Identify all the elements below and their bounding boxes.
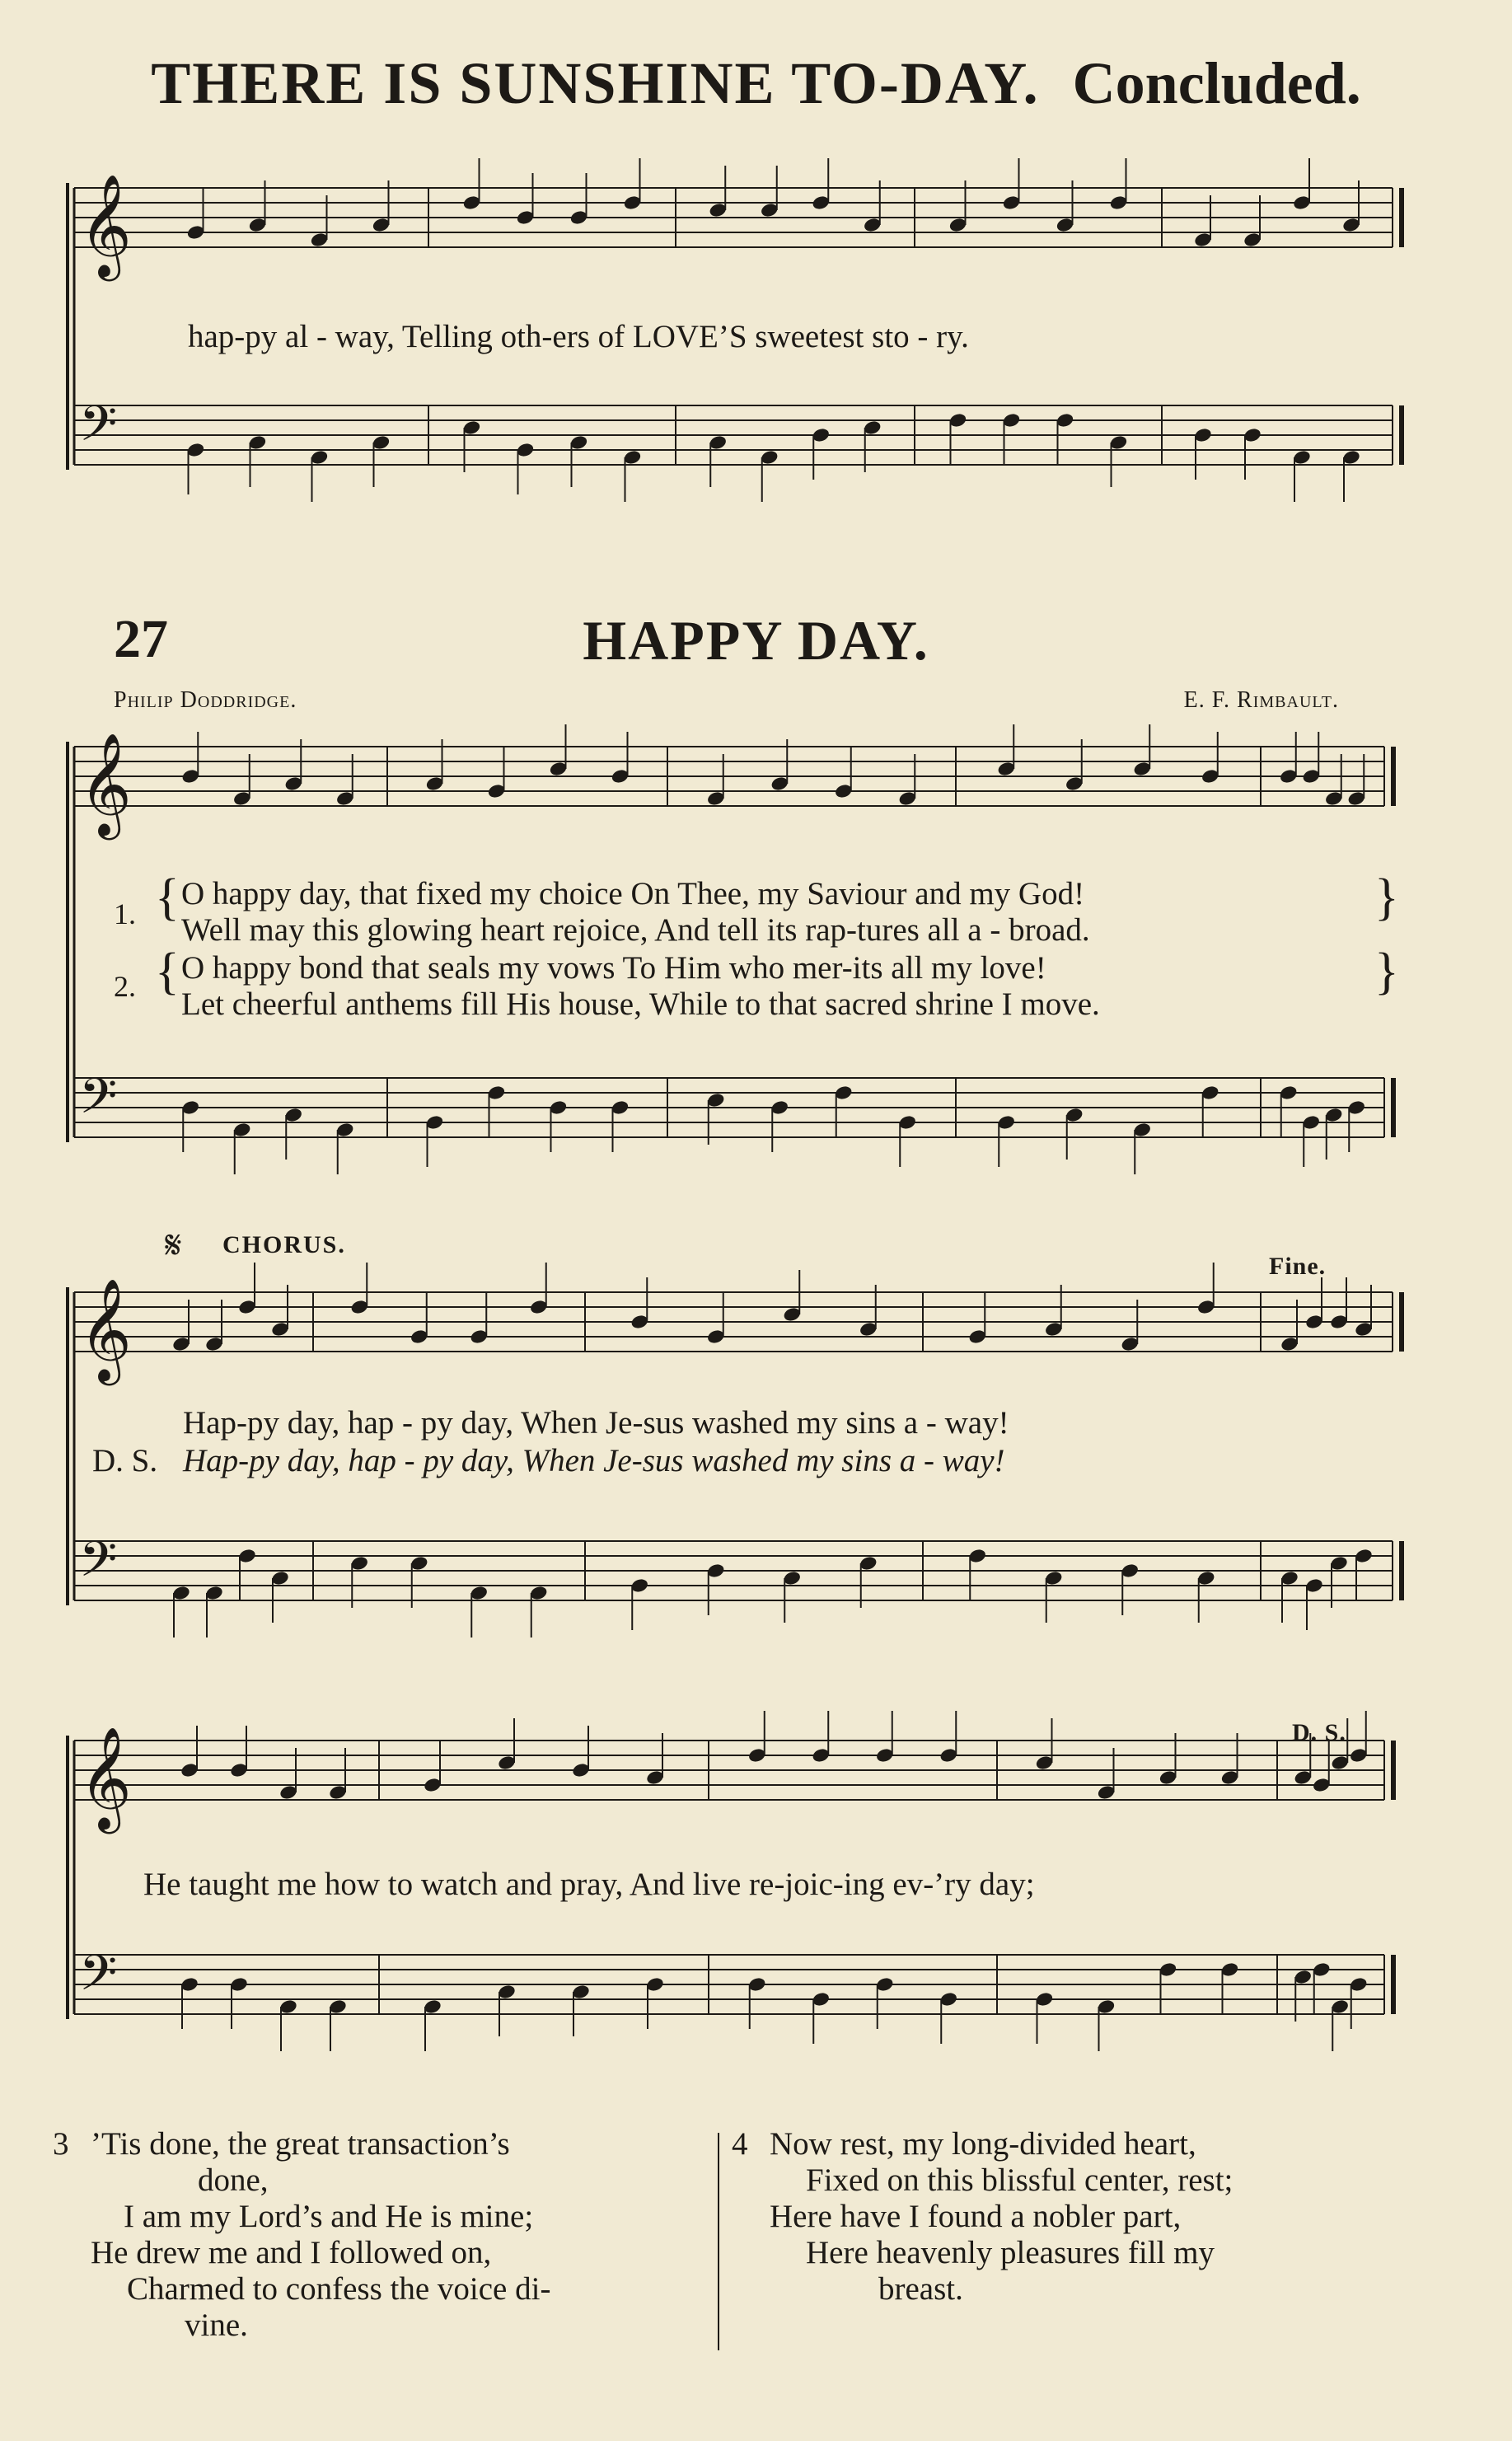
verse-1-line-1: O happy day, that fixed my choice On Thee, my Saviour and my God! — [181, 876, 1085, 911]
treble-clef-icon: 𝄞 — [79, 1727, 132, 1830]
bridge-lyric: He taught me how to watch and pray, And live re-joic-ing ev-’ry day; — [143, 1867, 1035, 1902]
final-bar-thick — [1399, 188, 1404, 247]
stanza-divider — [718, 2133, 719, 2350]
final-bar-thick — [1391, 1955, 1396, 2014]
final-bar-thick — [1399, 1541, 1404, 1600]
verse-number-1: 1. — [114, 897, 136, 930]
bass-clef-icon: 𝄢 — [79, 1530, 118, 1600]
final-bar-thick — [1391, 1741, 1396, 1800]
ds-label: D. S. — [1292, 1719, 1346, 1746]
chorus-lyric-1: Hap-py day, hap - py day, When Je-sus washed my sins a - way! — [183, 1405, 1009, 1441]
stanza-4 — [770, 2126, 1445, 2307]
final-bar-thick — [1399, 1292, 1404, 1352]
stanza-3-line: Charmed to confess the voice di- — [127, 2271, 551, 2307]
stanza-4-line: breast. — [878, 2271, 963, 2307]
author-credit: Philip Doddridge. — [114, 687, 297, 713]
stanza-4-line: Fixed on this blissful center, rest; — [806, 2162, 1233, 2198]
stanza-3 — [91, 2126, 717, 2344]
verse-brace-left-1: { — [155, 869, 180, 925]
verse-number-2: 2. — [114, 970, 136, 1003]
verse-brace-right-1: } — [1374, 869, 1399, 925]
stanza-4-line: Here have I found a nobler part, — [770, 2199, 1182, 2234]
final-bar-thick — [1391, 1078, 1396, 1137]
stanza-3-line: I am my Lord’s and He is mine; — [124, 2199, 534, 2234]
bass-clef-icon: 𝄢 — [79, 1944, 118, 2013]
segno-icon: 𝄋 — [165, 1224, 182, 1267]
final-bar-thick — [1399, 405, 1404, 465]
composer-credit: E. F. Rimbault. — [1183, 687, 1339, 713]
treble-clef-icon: 𝄞 — [79, 174, 132, 277]
title-suffix: Concluded. — [1072, 50, 1361, 116]
stanza-3-line: vine. — [185, 2307, 248, 2343]
top-lyric: hap-py al - way, Telling oth-ers of LOVE’S sweetest sto - ry. — [188, 319, 969, 354]
stanza-3-line: done, — [198, 2162, 269, 2198]
hymn-number: 27 — [114, 609, 168, 669]
stanza-3-line: He drew me and I followed on, — [91, 2235, 492, 2270]
song-title: THERE IS SUNSHINE TO-DAY. — [151, 50, 1040, 116]
final-bar-thick — [1391, 747, 1396, 806]
verse-2-line-1: O happy bond that seals my vows To Him who mer-its all my love! — [181, 950, 1046, 986]
verse-brace-right-2: } — [1374, 944, 1399, 1000]
hymn-title: HAPPY DAY. — [583, 609, 929, 672]
stanza-4-line: Here heavenly pleasures fill my — [806, 2235, 1215, 2270]
stanza-3-number: 3 — [53, 2126, 69, 2162]
fine-label: Fine. — [1269, 1253, 1327, 1280]
verse-2-line-2: Let cheerful anthems fill His house, While to that sacred shrine I move. — [181, 986, 1100, 1022]
treble-clef-icon: 𝄞 — [79, 733, 132, 836]
bass-clef-icon: 𝄢 — [79, 1067, 118, 1136]
treble-clef-icon: 𝄞 — [79, 1278, 132, 1381]
verse-1-line-2: Well may this glowing heart rejoice, And tell its rap-tures all a - broad. — [181, 912, 1090, 948]
verse-brace-left-2: { — [155, 944, 180, 1000]
bass-clef-icon: 𝄢 — [79, 395, 118, 464]
stanza-3-line: ’Tis done, the great transaction’s — [91, 2126, 510, 2162]
chorus-lyric-2: Hap-py day, hap - py day, When Je-sus washed my sins a - way! — [183, 1443, 1005, 1478]
stanza-4-number: 4 — [732, 2126, 748, 2162]
ds-prefix: D. S. — [92, 1443, 158, 1478]
chorus-label: CHORUS. — [222, 1231, 346, 1258]
stanza-4-line: Now rest, my long-divided heart, — [770, 2126, 1196, 2162]
